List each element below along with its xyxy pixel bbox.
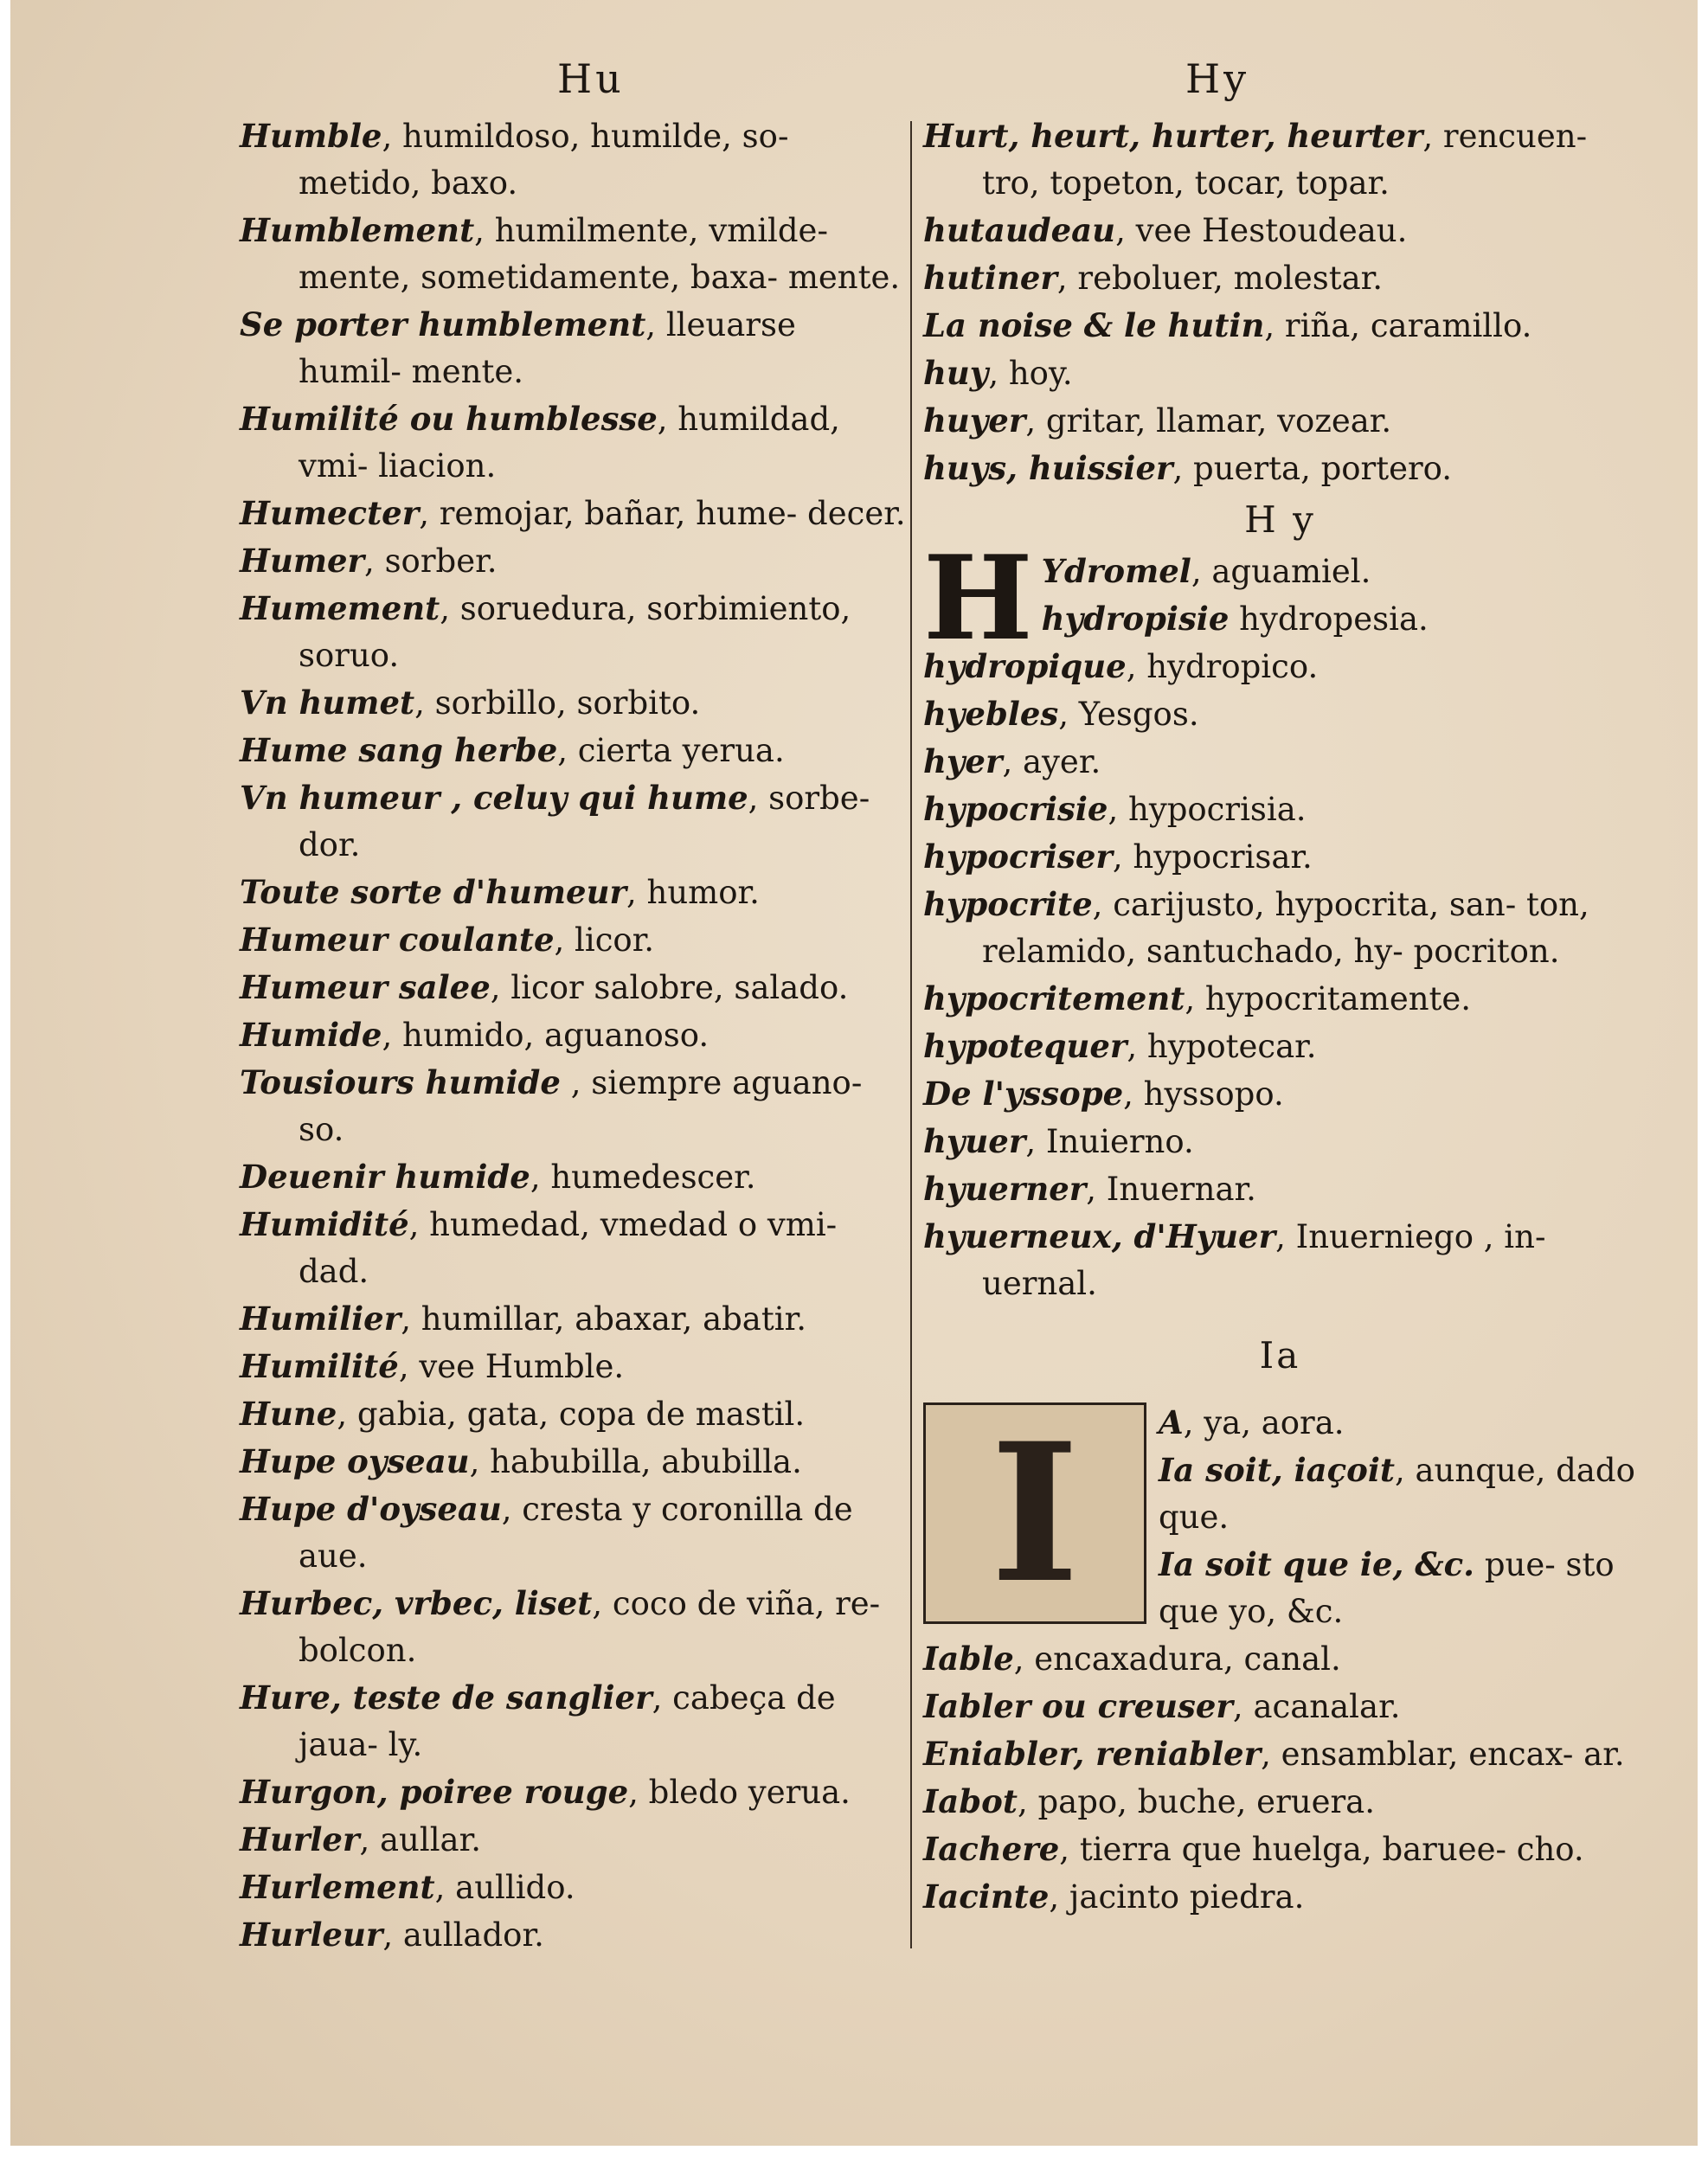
entry: Hurbec, vrbec, liset, coco de viña, re- bolcon. <box>240 1584 881 1669</box>
entry: La noise & le hutin, riña, caramillo. <box>923 306 1532 344</box>
entry: hyuerner, Inuernar. <box>923 1170 1256 1208</box>
running-head-left: Hu <box>557 55 625 102</box>
entry: Hurt, heurt, hurter, heurter, rencuen- tro, topeton, tocar, topar. <box>923 117 1588 202</box>
entry: Iabot, papo, buche, eruera. <box>923 1782 1375 1820</box>
entry: Hurgon, poiree rouge, bledo yerua. <box>240 1773 851 1811</box>
entry: Se porter humblement, lleuarse humil- mente. <box>240 305 796 390</box>
entry: hypocrisie, hypocrisia. <box>923 790 1307 828</box>
entry: Iabler ou creuser, acanalar. <box>923 1687 1401 1725</box>
entry: Hure, teste de sanglier, cabeça de jaua- ly. <box>240 1678 836 1763</box>
entry: Humeur salee, licor salobre, salado. <box>240 968 849 1006</box>
entry: hypocrite, carijusto, hypocrita, san- ton, relamido, santuchado, hy- pocriton. <box>923 885 1589 970</box>
entry: Hurleur, aullador. <box>240 1916 544 1954</box>
entry: Iachere, tierra que huelga, baruee- cho. <box>923 1830 1584 1868</box>
entry: hutiner, reboluer, molestar. <box>923 259 1384 297</box>
entry: Humecter, remojar, bañar, hume- decer. <box>240 494 906 532</box>
entry: hypotequer, hypotecar. <box>923 1027 1317 1065</box>
entry: Humeur coulante, licor. <box>240 921 655 959</box>
entry: Humilité ou humblesse, humildad, vmi- liacion. <box>240 400 840 485</box>
entry: De l'yssope, hyssopo. <box>923 1075 1284 1113</box>
right-column <box>923 112 1637 1921</box>
entry: hypocritement, hypocritamente. <box>923 979 1472 1017</box>
entry: Hume sang herbe, cierta yerua. <box>240 731 785 769</box>
entry: A, ya, aora. <box>1159 1403 1345 1441</box>
entry: Hupe d'oyseau, cresta y coronilla de aue. <box>240 1490 853 1575</box>
entry: hutaudeau, vee Hestoudeau. <box>923 211 1408 249</box>
entry: Hurlement, aullido. <box>240 1868 575 1906</box>
entry: Eniabler, reniabler, ensamblar, encax- ar. <box>923 1735 1625 1773</box>
entry: Hupe oyseau, habubilla, abubilla. <box>240 1442 802 1480</box>
entry: huys, huissier, puerta, portero. <box>923 449 1453 487</box>
book-page <box>10 0 1698 2146</box>
entry: hydropique, hydropico. <box>923 647 1319 685</box>
entry: Ydromel, aguamiel. <box>1041 552 1371 590</box>
entry: Iacinte, jacinto piedra. <box>923 1877 1305 1916</box>
entry: Humilité, vee Humble. <box>240 1347 625 1385</box>
entry: Ia soit, iaçoit, aunque, dado que. <box>1159 1451 1635 1536</box>
entry: Toute sorte d'humeur, humor. <box>240 873 760 911</box>
drop-cap-h: H <box>923 530 1033 666</box>
entry: Humer, sorber. <box>240 542 498 580</box>
entry: Vn humeur , celuy qui hume, sorbe- dor. <box>240 779 870 863</box>
entry: hyer, ayer. <box>923 742 1101 780</box>
entry: Humide, humido, aguanoso. <box>240 1016 710 1054</box>
entry: hyuer, Inuierno. <box>923 1122 1194 1160</box>
entry: Hurler, aullar. <box>240 1820 481 1858</box>
entry: Hune, gabia, gata, copa de mastil. <box>240 1395 806 1433</box>
entry: Iable, encaxadura, canal. <box>923 1640 1341 1678</box>
decorated-initial-i: I <box>923 1402 1146 1624</box>
entry: Deuenir humide, humedescer. <box>240 1158 756 1196</box>
section-heading-hy: H y <box>1244 498 1316 541</box>
entry: Humblement, humilmente, vmilde- mente, sometidamente, baxa- mente. <box>240 211 901 296</box>
entry: Ia soit que ie, &c. pue- sto que yo, &c. <box>1159 1545 1615 1630</box>
entry: Humidité, humedad, vmedad o vmi- dad. <box>240 1205 838 1290</box>
entry: hyuerneux, d'Hyuer, Inuerniego , in- uernal. <box>923 1217 1546 1302</box>
entry: Tousiours humide , siempre aguano- so. <box>240 1063 863 1148</box>
entry: Vn humet, sorbillo, sorbito. <box>240 684 701 722</box>
entry: hypocriser, hypocrisar. <box>923 838 1313 876</box>
entry: hydropisie hydropesia. <box>1041 600 1429 638</box>
entry: Humilier, humillar, abaxar, abatir. <box>240 1300 806 1338</box>
column-divider <box>910 121 912 1948</box>
entry: huy, hoy. <box>923 354 1073 392</box>
entry: hyebles, Yesgos. <box>923 695 1199 733</box>
running-head-right: Hy <box>1185 55 1250 102</box>
entry: huyer, gritar, llamar, vozear. <box>923 401 1392 440</box>
entry: Humble, humildoso, humilde, so- metido, baxo. <box>240 117 789 202</box>
section-heading-ia: Ia <box>1259 1334 1301 1377</box>
section-ia-opening <box>923 1399 1637 1635</box>
left-column <box>240 112 906 1959</box>
entry: Humement, soruedura, sorbimiento, soruo. <box>240 589 851 674</box>
